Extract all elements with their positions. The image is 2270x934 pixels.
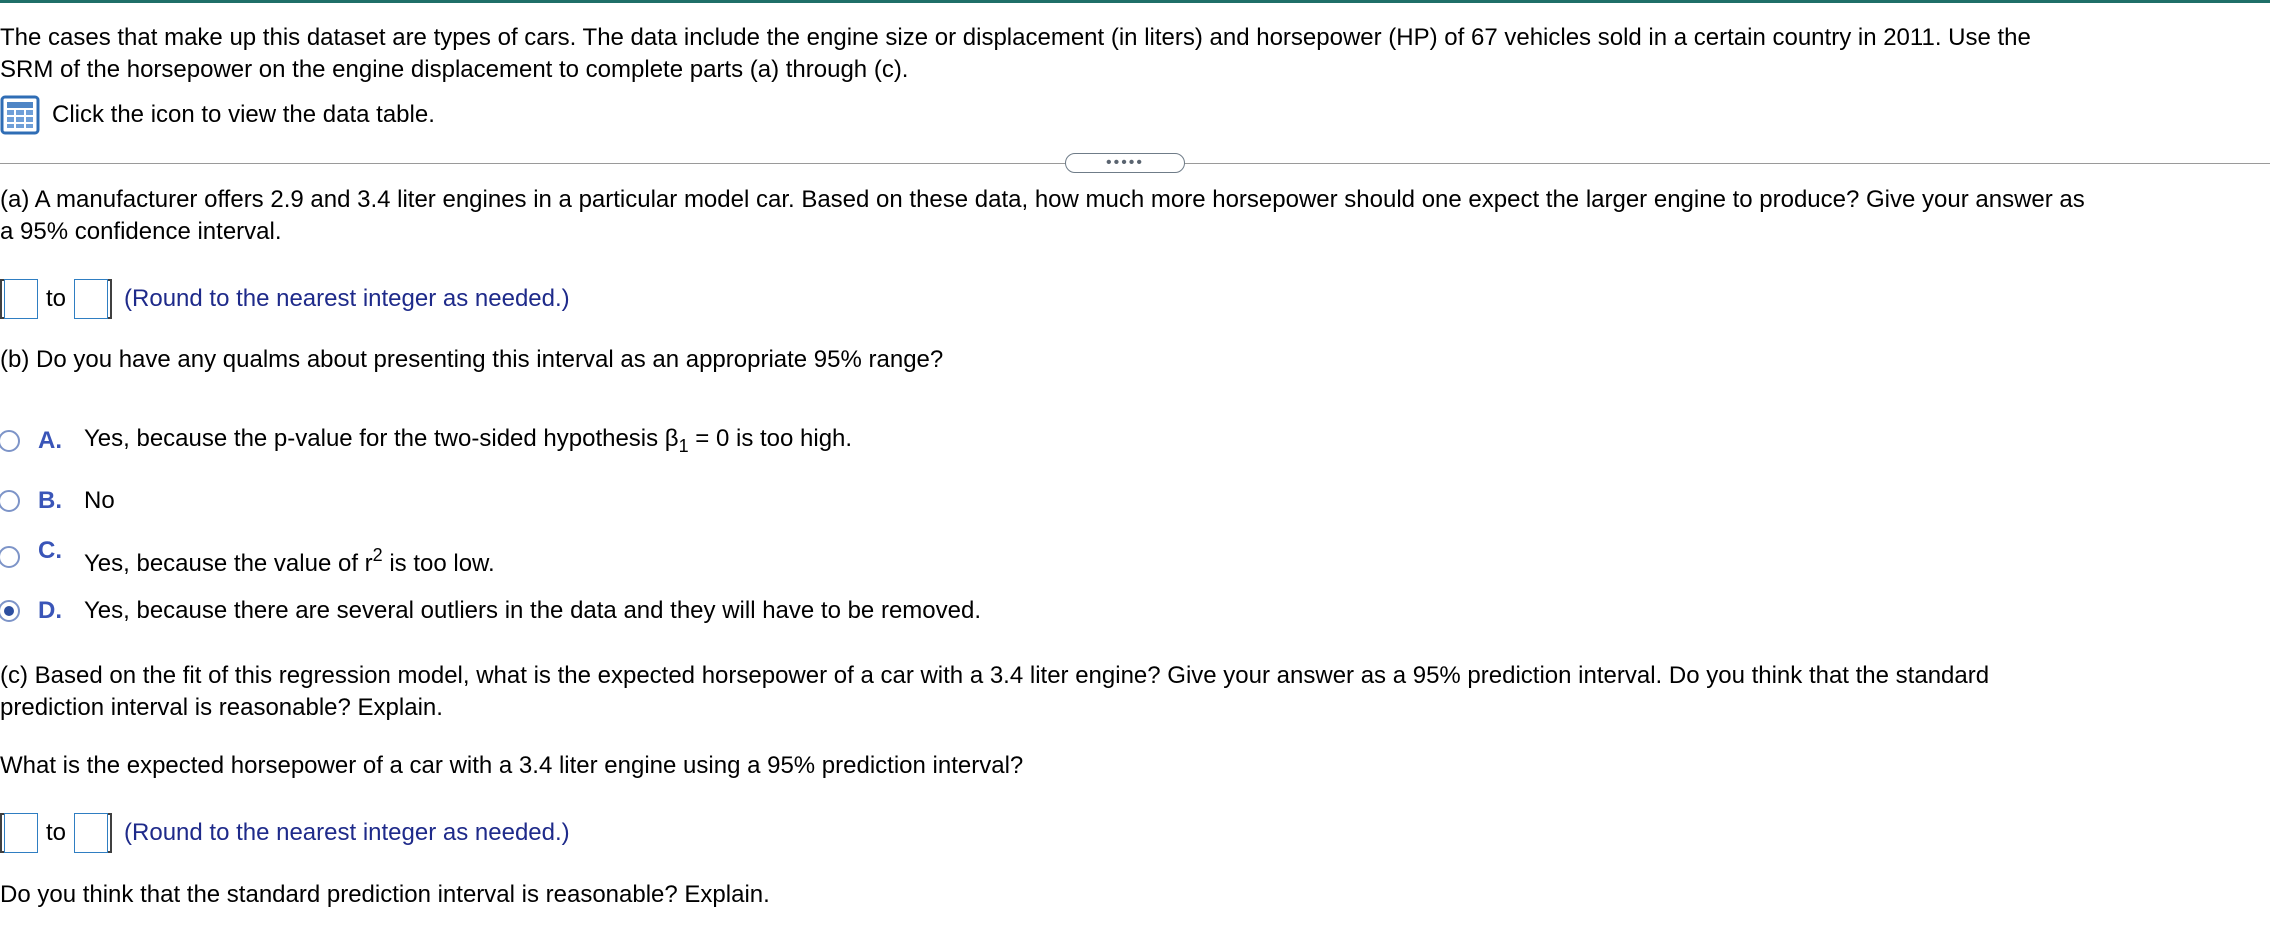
option-text: Yes, because the p-value for the two-sided hypothesis $\beta_1 = 0$ is too high. (84, 425, 853, 456)
expand-toggle-button[interactable]: ••••• (1065, 153, 1185, 173)
radio-button-b[interactable] (0, 490, 20, 512)
part-a-line-2: a 95% confidence interval. (0, 218, 282, 245)
part-a-question (0, 184, 2085, 248)
part-b-question: (b) Do you have any qualms about presenting this interval as an appropriate 95% range? (0, 346, 944, 373)
option-a[interactable] (0, 421, 852, 461)
option-c[interactable] (0, 537, 495, 577)
option-text: Yes, because there are several outliers in the data and they will have to be removed. (84, 597, 981, 624)
part-c-interval-answer (0, 811, 570, 855)
part-c-subquestion: What is the expected horsepower of a car with a 3.4 liter engine using a 95% prediction interval? (0, 752, 1024, 779)
option-letter: B. (38, 487, 62, 514)
option-d[interactable] (0, 591, 981, 631)
interval-right-bracket (108, 813, 112, 853)
part-a-upper-input[interactable] (74, 279, 108, 319)
part-c-upper-input[interactable] (74, 813, 108, 853)
top-accent-line (0, 0, 2270, 3)
radio-button-d-selected[interactable] (0, 600, 20, 622)
option-b[interactable] (0, 481, 115, 521)
part-a-lower-input[interactable] (4, 279, 38, 319)
part-c-question (0, 660, 1989, 724)
part-c-line-1: (c) Based on the fit of this regression model, what is the expected horsepower of a car with a 3.4 liter engine? Give your answer as a 95% prediction interval. Do you think that the standard (0, 662, 1990, 689)
view-data-table-label[interactable]: Click the icon to view the data table. (52, 101, 435, 128)
option-text: Yes, because the value of $r^2$ is too low. (84, 544, 495, 577)
view-data-table-link[interactable] (0, 94, 435, 136)
option-letter: A. (38, 427, 62, 454)
radio-button-a[interactable] (0, 430, 20, 452)
option-letter: C. (38, 537, 62, 564)
part-a-interval-answer (0, 277, 570, 321)
intro-line-2: SRM of the horsepower on the engine displacement to complete parts (a) through (c). (0, 56, 909, 83)
part-c-rounding-hint: (Round to the nearest integer as needed.) (124, 819, 570, 846)
part-c-line-2: prediction interval is reasonable? Explain. (0, 694, 443, 721)
part-c-explain-question: Do you think that the standard prediction interval is reasonable? Explain. (0, 881, 770, 908)
part-c-lower-input[interactable] (4, 813, 38, 853)
interval-right-bracket (108, 279, 112, 319)
option-text: No (84, 487, 115, 514)
part-a-line-1: (a) A manufacturer offers 2.9 and 3.4 liter engines in a particular model car. Based on these data, how much more horsepower should one expect the larger engine to produce? Give your answer as (0, 186, 2085, 213)
problem-intro (0, 22, 2031, 86)
radio-button-c[interactable] (0, 546, 20, 568)
interval-to-label: to (46, 819, 67, 846)
intro-line-1: The cases that make up this dataset are types of cars. The data include the engine size or displacement (in liters) and horsepower (HP) of 67 vehicles sold in a certain country in 2011. Use the (0, 24, 2031, 51)
interval-to-label: to (46, 285, 67, 312)
option-letter: D. (38, 597, 62, 624)
table-grid-icon[interactable] (0, 95, 40, 135)
part-a-rounding-hint: (Round to the nearest integer as needed.) (124, 285, 570, 312)
